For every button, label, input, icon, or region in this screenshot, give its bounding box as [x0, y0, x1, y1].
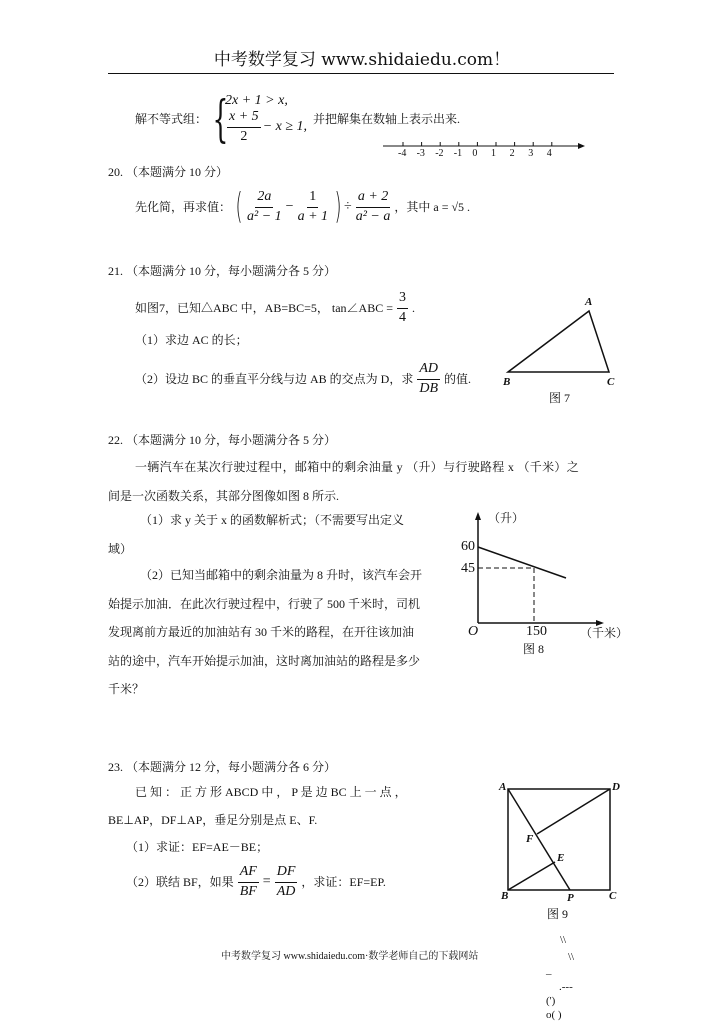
fig8-origin: O: [468, 624, 479, 639]
q22-part2e: 千米？: [108, 682, 145, 696]
q22-part1b: 域）: [108, 542, 133, 556]
fig7-label-a: A: [585, 296, 593, 308]
q20-rparen: ): [334, 186, 342, 227]
q22-part2b: 始提示加油．在此次行驶过程中，行驶了 500 千米时，司机: [108, 597, 421, 611]
q20-minus: −: [285, 199, 294, 214]
q21-given-end: .: [412, 301, 415, 316]
artifact-text: .---: [559, 981, 573, 993]
q21-title: 21. （本题满分 10 分，每小题满分各 5 分）: [108, 264, 337, 278]
q20-lparen: (: [235, 186, 243, 227]
fig8-y-unit: （升）: [488, 511, 525, 525]
fig7-label-c: C: [607, 376, 615, 388]
q22-para1: 一辆汽车在某次行驶过程中，邮箱中的剩余油量 y （升）与行驶路程 x （千米）之: [135, 460, 580, 474]
q23-eq: =: [262, 874, 271, 890]
q20-f1-num: 2a: [255, 190, 273, 208]
q19-ineq2: − x ≥ 1,: [262, 119, 308, 135]
q21-ad: AD: [417, 362, 440, 380]
fig8-x-150: 150: [526, 624, 547, 639]
q19-frac-den: 2: [240, 128, 248, 144]
fig9-label-c: C: [609, 890, 617, 902]
artifact-text: ('): [546, 995, 556, 1007]
q23-part2-pre: （2）联结 BF，如果: [126, 875, 234, 890]
q19-ineq1: 2x + 1 > x,: [225, 93, 288, 108]
q22-part2a: （2）已知当邮箱中的剩余油量为 8 升时，该汽车会开: [140, 568, 423, 582]
q22-para2: 间是一次函数关系，其部分图像如图 8 所示.: [108, 489, 340, 503]
q23-ad: AD: [276, 883, 296, 899]
q20-div: ÷: [344, 199, 352, 214]
fig9-label-b: B: [501, 890, 509, 902]
number-line-label: 2: [509, 148, 515, 159]
q21-given: 如图7，已知△ABC 中，AB=BC=5， tan∠ABC =: [135, 301, 393, 316]
q21-db: DB: [419, 380, 439, 396]
number-line-label: -1: [453, 148, 463, 159]
q20-f2-num: 1: [307, 190, 318, 208]
fig9-label-e: E: [557, 852, 565, 864]
q20-f3-den: a² − a: [355, 208, 391, 224]
fig8-y-60: 60: [461, 539, 475, 554]
q21-part2: （2）设边 BC 的垂直平分线与边 AB 的交点为 D，求: [135, 372, 414, 387]
artifact-text: \\: [560, 934, 567, 946]
q23-af: AF: [238, 865, 259, 883]
fig9-label-p: P: [567, 892, 574, 904]
q20-f1-den: a² − 1: [247, 208, 282, 224]
q19-prefix: 解不等式组：: [135, 112, 208, 127]
q22-title: 22. （本题满分 10 分，每小题满分各 5 分）: [108, 433, 337, 447]
q23-part2-post: ，求证：EF=EP.: [301, 875, 386, 890]
q23-line1: 已 知 ： 正 方 形 ABCD 中 ， P 是 边 BC 上 一 点 ，: [135, 785, 407, 799]
fig7-label-b: B: [503, 376, 511, 388]
number-line-label: -4: [398, 148, 407, 159]
q20-suffix: ，其中 a = √5 .: [394, 200, 471, 214]
q22-part2c: 发现离前方最近的加油站有 30 千米的路程，在开往该加油: [108, 625, 415, 639]
number-line-label: 1: [491, 148, 496, 159]
q21-part2-end: 的值.: [444, 372, 472, 387]
q20-f2-den: a + 1: [297, 208, 329, 224]
q22-part2d: 站的途中，汽车开始提示加油，这时离加油站的路程是多少: [108, 654, 421, 668]
fig7-caption: 图 7: [549, 391, 571, 405]
q23-part1: （1）求证：EF=AE－BE；: [126, 840, 269, 854]
number-line-label: -2: [435, 148, 444, 159]
q21-given-num: 3: [397, 291, 408, 309]
fig9-label-d: D: [612, 781, 620, 793]
q20-f3-num: a + 2: [356, 190, 390, 208]
q22-part1a: （1）求 y 关于 x 的函数解析式；（不需要写出定义: [140, 513, 405, 527]
fig9-label-a: A: [499, 781, 507, 793]
number-line-label: 3: [528, 148, 534, 159]
q21-part1: （1）求边 AC 的长；: [135, 333, 248, 347]
q23-bf: BF: [239, 883, 257, 899]
fig8-x-unit: （千米）: [580, 626, 629, 640]
fig8-caption: 图 8: [523, 642, 545, 656]
number-line-label: -3: [416, 148, 425, 159]
q23-line2: BE⊥AP，DF⊥AP，垂足分别是点 E、F.: [108, 813, 318, 827]
q20-prefix: 先化简，再求值：: [135, 200, 232, 214]
fig8-y-45: 45: [461, 561, 475, 576]
q19-suffix: 并把解集在数轴上表示出来.: [313, 112, 461, 127]
artifact-text: \\: [568, 951, 575, 963]
page-footer: 中考数学复习 www.shidaiedu.com·数学老师自己的下载网站: [221, 951, 479, 962]
q23-title: 23. （本题满分 12 分，每小题满分各 6 分）: [108, 760, 337, 774]
number-line-label: 0: [472, 148, 478, 159]
q19-frac-num: x + 5: [227, 110, 261, 128]
artifact-text: o( ): [546, 1009, 562, 1021]
q21-given-den: 4: [399, 309, 406, 325]
page-header-title: 中考数学复习 www.shidaiedu.com！: [213, 50, 511, 70]
q23-df: DF: [275, 865, 298, 883]
fig9-label-f: F: [526, 833, 534, 845]
q19-brace: {: [212, 90, 229, 149]
fig9-caption: 图 9: [547, 907, 569, 921]
q20-title: 20. （本题满分 10 分）: [108, 165, 229, 179]
number-line-label: 4: [546, 148, 552, 159]
artifact-text: –: [546, 968, 552, 980]
